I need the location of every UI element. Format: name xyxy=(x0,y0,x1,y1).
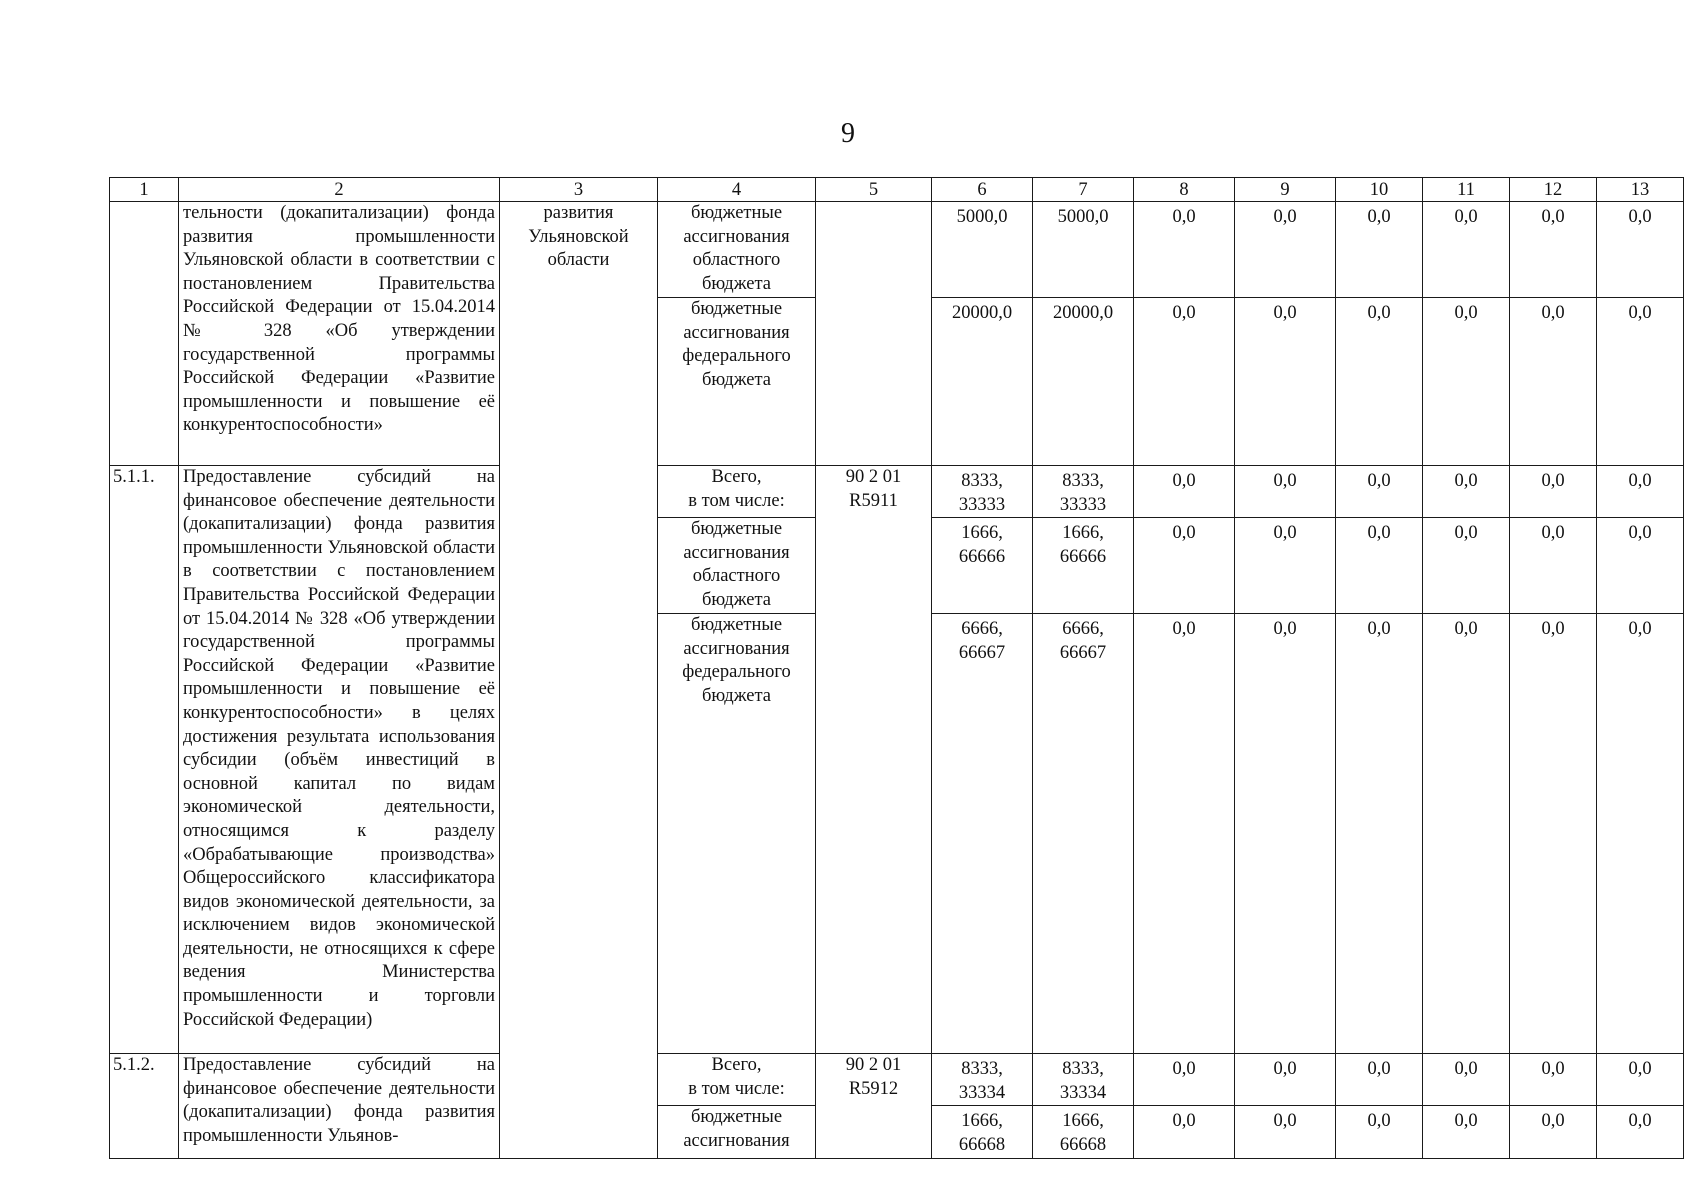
value-cell: 0,0 xyxy=(1423,1054,1510,1106)
value-cell: 0,0 xyxy=(1336,1106,1423,1158)
value-cell: 0,0 xyxy=(1134,298,1235,466)
table-row xyxy=(110,202,1684,298)
column-header-row xyxy=(110,178,1684,202)
code-cell xyxy=(816,202,932,466)
value-cell: 0,0 xyxy=(1597,202,1684,298)
value-cell: 0,0 xyxy=(1597,1106,1684,1158)
column-header: 4 xyxy=(658,178,816,202)
value-cell: 0,0 xyxy=(1134,202,1235,298)
value-cell: 6666, 66667 xyxy=(932,614,1033,1054)
column-header: 2 xyxy=(179,178,500,202)
value-cell: 8333, 33333 xyxy=(1033,466,1134,518)
funding-source: бюджетные ассигнования федерального бюджета xyxy=(658,614,816,1054)
value-cell: 0,0 xyxy=(1134,466,1235,518)
value-cell: 0,0 xyxy=(1423,518,1510,614)
column-header: 8 xyxy=(1134,178,1235,202)
value-cell: 0,0 xyxy=(1235,1106,1336,1158)
value-cell: 1666, 66668 xyxy=(1033,1106,1134,1158)
value-cell: 5000,0 xyxy=(932,202,1033,298)
value-cell: 0,0 xyxy=(1134,518,1235,614)
value-cell: 0,0 xyxy=(1134,1054,1235,1106)
value-cell: 0,0 xyxy=(1336,202,1423,298)
column-header: 11 xyxy=(1423,178,1510,202)
value-cell: 0,0 xyxy=(1423,202,1510,298)
table-row xyxy=(110,466,1684,518)
value-cell: 8333, 33334 xyxy=(932,1054,1033,1106)
budget-code: 90 2 01 R5912 xyxy=(816,1054,932,1158)
column-header: 3 xyxy=(500,178,658,202)
value-cell: 0,0 xyxy=(1235,614,1336,1054)
funding-source: бюджетные ассигнования областного бюджета xyxy=(658,518,816,614)
value-cell: 0,0 xyxy=(1597,466,1684,518)
page-number: 9 xyxy=(841,118,855,149)
value-cell: 5000,0 xyxy=(1033,202,1134,298)
column-header: 13 xyxy=(1597,178,1684,202)
value-cell: 20000,0 xyxy=(1033,298,1134,466)
value-cell: 0,0 xyxy=(1235,466,1336,518)
value-cell: 0,0 xyxy=(1510,466,1597,518)
value-cell: 0,0 xyxy=(1134,614,1235,1054)
value-cell: 0,0 xyxy=(1597,1054,1684,1106)
funding-source: Всего, в том числе: xyxy=(658,1054,816,1106)
value-cell: 0,0 xyxy=(1235,1054,1336,1106)
measure-description: Предоставление субсидий на финансовое обеспечение деятельности (докапитализации) фонда развития промышленности Ульяновской области в соответствии с постановлением Правительства Российской Федерации от 15.04.2014 № 328 «Об утверждении государственной программы Российской Федерации «Развитие промышленности и повышение её конкурентоспособности» в целях достижения результата использования субсидии (объём инвестиций в основной капитал по видам экономической деятельности, относящимся к разделу «Обрабатывающие производства» Общероссийского классификатора видов экономической деятельности, за исключением видов экономической деятельности, не относящихся к сфере ведения Министерства промышленности и торговли Российской Федерации) xyxy=(179,466,500,1054)
value-cell: 0,0 xyxy=(1423,298,1510,466)
value-cell: 0,0 xyxy=(1423,466,1510,518)
value-cell: 6666, 66667 xyxy=(1033,614,1134,1054)
value-cell: 0,0 xyxy=(1510,614,1597,1054)
value-cell: 0,0 xyxy=(1235,518,1336,614)
table-row xyxy=(110,1054,1684,1106)
value-cell: 0,0 xyxy=(1336,298,1423,466)
value-cell: 0,0 xyxy=(1597,518,1684,614)
row-number: 5.1.1. xyxy=(110,466,179,1054)
value-cell: 0,0 xyxy=(1336,1054,1423,1106)
column-header: 7 xyxy=(1033,178,1134,202)
column-header: 12 xyxy=(1510,178,1597,202)
funding-source: бюджетные ассигнования областного бюджета xyxy=(658,202,816,298)
column-header: 1 xyxy=(110,178,179,202)
value-cell: 0,0 xyxy=(1423,1106,1510,1158)
value-cell: 1666, 66666 xyxy=(932,518,1033,614)
value-cell: 0,0 xyxy=(1235,298,1336,466)
funding-source: бюджетные ассигнования федерального бюджета xyxy=(658,298,816,466)
value-cell: 0,0 xyxy=(1336,518,1423,614)
row-number xyxy=(110,202,179,466)
value-cell: 0,0 xyxy=(1597,614,1684,1054)
value-cell: 0,0 xyxy=(1510,1054,1597,1106)
value-cell: 0,0 xyxy=(1134,1106,1235,1158)
value-cell: 0,0 xyxy=(1235,202,1336,298)
value-cell: 0,0 xyxy=(1510,518,1597,614)
value-cell: 1666, 66666 xyxy=(1033,518,1134,614)
column-header: 5 xyxy=(816,178,932,202)
value-cell: 0,0 xyxy=(1336,614,1423,1054)
value-cell: 0,0 xyxy=(1510,298,1597,466)
value-cell: 0,0 xyxy=(1336,466,1423,518)
row-number: 5.1.2. xyxy=(110,1054,179,1158)
value-cell: 0,0 xyxy=(1510,202,1597,298)
executor-cell: развития Ульяновской области xyxy=(500,202,658,1159)
value-cell: 0,0 xyxy=(1423,614,1510,1054)
budget-code: 90 2 01 R5911 xyxy=(816,466,932,1054)
funding-source: Всего, в том числе: xyxy=(658,466,816,518)
column-header: 9 xyxy=(1235,178,1336,202)
column-header: 10 xyxy=(1336,178,1423,202)
measure-description: Предоставление субсидий на финансовое обеспечение деятельности (докапитализации) фонда развития промышленности Ульянов- xyxy=(179,1054,500,1158)
budget-table xyxy=(109,177,1684,1159)
value-cell: 20000,0 xyxy=(932,298,1033,466)
column-header: 6 xyxy=(932,178,1033,202)
funding-source: бюджетные ассигнования xyxy=(658,1106,816,1158)
value-cell: 0,0 xyxy=(1510,1106,1597,1158)
measure-description: тельности (докапитализации) фонда развития промышленности Ульяновской области в соответствии с постановлением Правительства Российской Федерации от 15.04.2014 № 328 «Об утверждении государственной программы Российской Федерации «Развитие промышленности и повышение её конкурентоспособности» xyxy=(179,202,500,466)
value-cell: 1666, 66668 xyxy=(932,1106,1033,1158)
value-cell: 8333, 33334 xyxy=(1033,1054,1134,1106)
value-cell: 0,0 xyxy=(1597,298,1684,466)
value-cell: 8333, 33333 xyxy=(932,466,1033,518)
